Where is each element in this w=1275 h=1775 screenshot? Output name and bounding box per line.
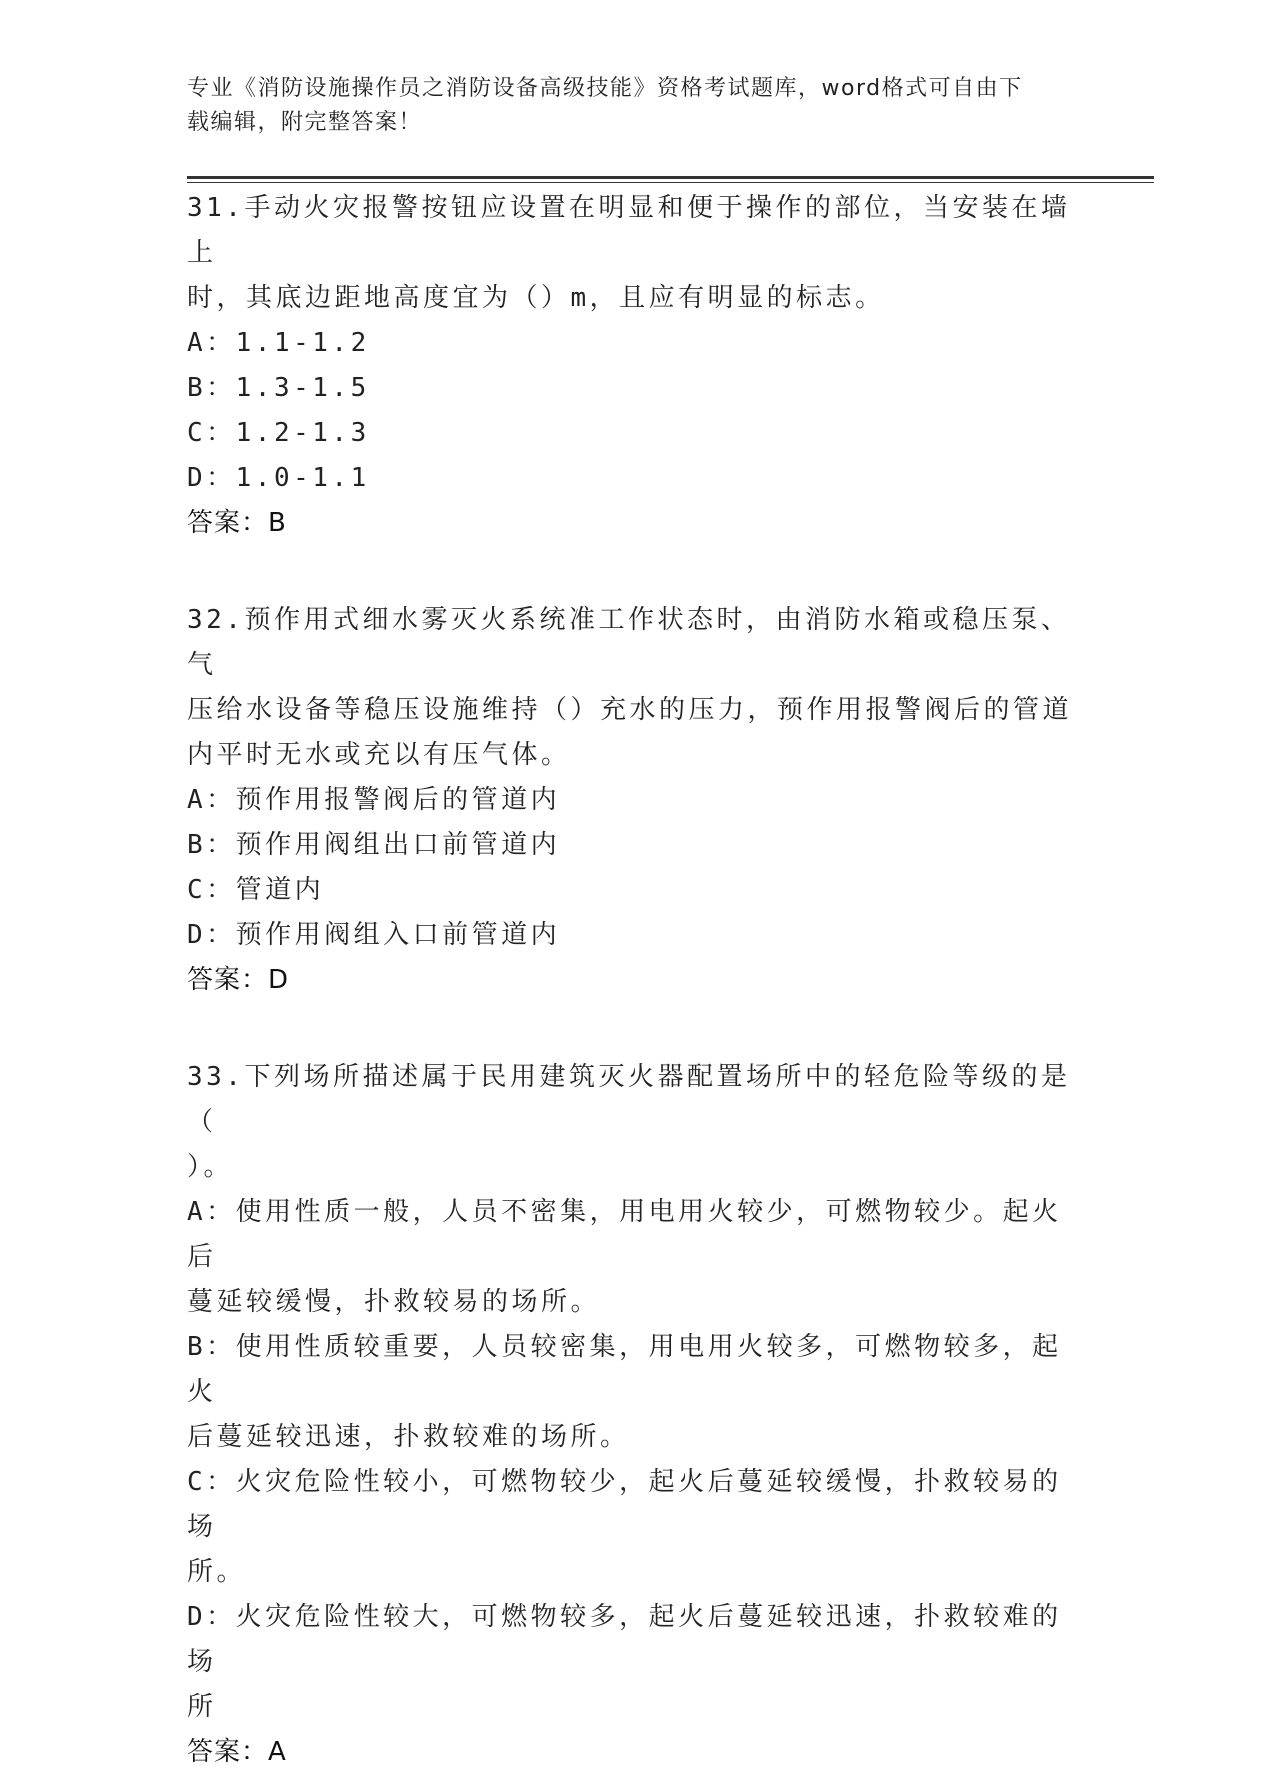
option-b-line-1: B：使用性质较重要，人员较密集，用电用火较多，可燃物较多，起火	[187, 1332, 1062, 1407]
question-stem-line: 压给水设备等稳压设施维持（）充水的压力，预作用报警阀后的管道	[187, 695, 1073, 725]
option-a: A：预作用报警阀后的管道内	[187, 785, 561, 815]
option-list	[187, 1190, 1077, 1730]
option-b-line-2: 后蔓延较迅速，扑救较难的场所。	[187, 1422, 630, 1452]
option-c-line-1: C：火灾危险性较小，可燃物较少，起火后蔓延较缓慢，扑救较易的场	[187, 1467, 1062, 1542]
question-spacer	[187, 546, 1077, 598]
option-a: A：1.1-1.2	[187, 328, 370, 358]
answer-label: 答案：B	[187, 508, 287, 538]
option-d-line-2: 所	[187, 1692, 217, 1722]
option-b: B：预作用阀组出口前管道内	[187, 830, 561, 860]
option-d: D：预作用阀组入口前管道内	[187, 920, 561, 950]
option-list	[187, 321, 1077, 501]
option-d-line-1: D：火灾危险性较大，可燃物较多，起火后蔓延较迅速，扑救较难的场	[187, 1602, 1062, 1677]
header-divider-thin	[187, 182, 1154, 183]
option-list	[187, 778, 1077, 958]
answer-label: 答案：D	[187, 965, 290, 995]
document-header	[187, 72, 1067, 140]
question-stem-line: 31.手动火灾报警按钮应设置在明显和便于操作的部位，当安装在墙上	[187, 193, 1071, 268]
option-d: D：1.0-1.1	[187, 463, 370, 493]
question-stem-line: 33.下列场所描述属于民用建筑灭火器配置场所中的轻危险等级的是（	[187, 1062, 1071, 1137]
option-c: C：管道内	[187, 875, 325, 905]
question-32	[187, 598, 1077, 1003]
option-a-line-1: A：使用性质一般，人员不密集，用电用火较少，可燃物较少。起火后	[187, 1197, 1062, 1272]
question-stem-line: ）。	[187, 1152, 234, 1182]
question-stem-line: 内平时无水或充以有压气体。	[187, 740, 571, 770]
option-b: B：1.3-1.5	[187, 373, 370, 403]
question-31	[187, 186, 1077, 546]
header-line-1: 专业《消防设施操作员之消防设备高级技能》资格考试题库，word格式可自由下	[187, 76, 1023, 101]
option-c-line-2: 所。	[187, 1557, 247, 1587]
answer-label: 答案：A	[187, 1737, 287, 1767]
question-stem-line: 时，其底边距地高度宜为（）m，且应有明显的标志。	[187, 283, 885, 313]
header-divider-thick	[187, 176, 1154, 179]
question-33	[187, 1055, 1077, 1775]
question-list	[187, 186, 1077, 1775]
option-c: C：1.2-1.3	[187, 418, 370, 448]
header-line-2: 载编辑，附完整答案！	[187, 110, 423, 135]
question-spacer	[187, 1003, 1077, 1055]
option-a-line-2: 蔓延较缓慢，扑救较易的场所。	[187, 1287, 601, 1317]
question-stem-line: 32.预作用式细水雾灭火系统准工作状态时，由消防水箱或稳压泵、气	[187, 605, 1071, 680]
